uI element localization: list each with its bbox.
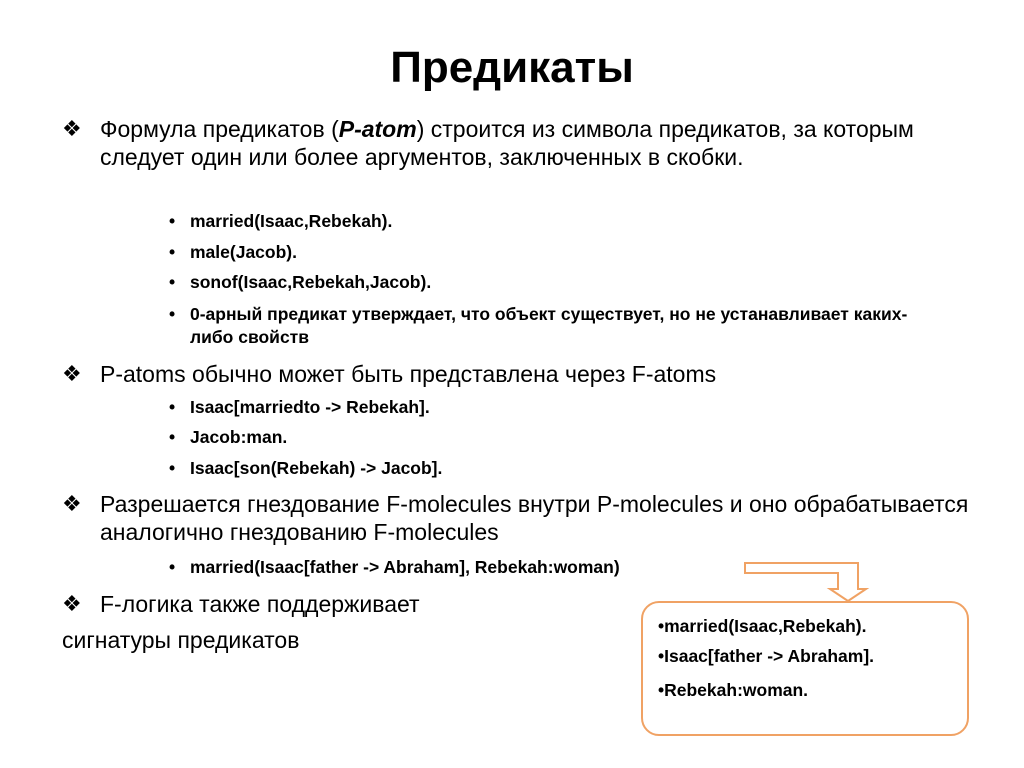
sub-item-text: male(Jacob). bbox=[190, 242, 297, 262]
callout-box bbox=[641, 601, 969, 736]
arrow-shape bbox=[745, 563, 866, 601]
callout-line-1: •married(Isaac,Rebekah). bbox=[658, 616, 867, 636]
bullet-dot-icon: • bbox=[169, 304, 176, 324]
bullet-dot-icon: • bbox=[169, 557, 176, 577]
callout-line-3: •Rebekah:woman. bbox=[658, 680, 809, 700]
diamond-bullet-icon: ❖ bbox=[62, 491, 82, 516]
bullet-text: F-логика также поддерживает bbox=[100, 591, 420, 617]
bullet-dot-icon: • bbox=[169, 272, 176, 292]
bullet-text: P-atoms обычно может быть представлена через F-atoms bbox=[100, 361, 717, 387]
slide-title: Предикаты bbox=[390, 43, 634, 92]
sub-item-text: Isaac[son(Rebekah) -> Jacob]. bbox=[190, 458, 443, 478]
sub-item-text: Isaac[marriedto -> Rebekah]. bbox=[190, 397, 430, 417]
diamond-bullet-icon: ❖ bbox=[62, 116, 82, 141]
sub-item-text: married(Isaac,Rebekah). bbox=[190, 211, 393, 231]
bullet-f-logic-continuation: сигнатуры предикатов bbox=[62, 627, 300, 653]
bullet-dot-icon: • bbox=[169, 242, 176, 262]
bullet-dot-icon: • bbox=[169, 427, 176, 447]
bullet-text: Разрешается гнездование F-molecules внутри P-molecules и оно обрабатывается аналогично гнездованию F-molecules bbox=[100, 491, 969, 545]
bullet-dot-icon: • bbox=[169, 211, 176, 231]
sub-item-text: Jacob:man. bbox=[190, 427, 288, 447]
p-atom-term: P-atom bbox=[338, 116, 417, 142]
bullet-dot-icon: • bbox=[169, 397, 176, 417]
sub-item-text: married(Isaac[father -> Abraham], Rebekah:woman) bbox=[190, 557, 620, 577]
bullet-text-post: ) строится из символа предикатов, за которым следует один или более аргументов, заключенных в скобки. bbox=[100, 116, 914, 170]
sub-item-text: sonof(Isaac,Rebekah,Jacob). bbox=[190, 272, 432, 292]
callout-line-2: •Isaac[father -> Abraham]. bbox=[658, 646, 875, 666]
diamond-bullet-icon: ❖ bbox=[62, 591, 82, 616]
sub-item-text: 0-арный предикат утверждает, что объект существует, но не устанавливает каких-либо свойств bbox=[190, 304, 908, 347]
bullet-text-pre: Формула предикатов ( bbox=[100, 116, 339, 142]
diamond-bullet-icon: ❖ bbox=[62, 361, 82, 386]
bullet-dot-icon: • bbox=[169, 458, 176, 478]
